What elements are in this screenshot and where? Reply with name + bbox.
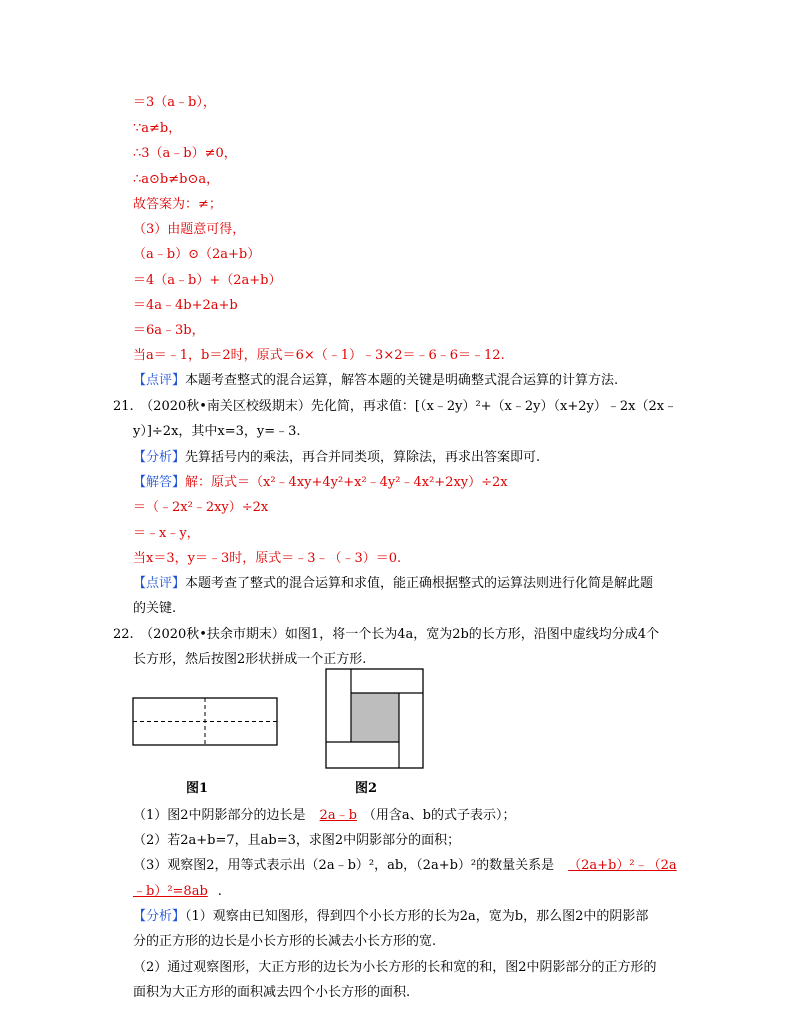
solution-line: 当a＝﹣1，b＝2时，原式＝6×（﹣1）﹣3×2＝﹣6﹣6＝﹣12.	[133, 348, 505, 363]
solution-line: ＝6a﹣3b，	[133, 323, 205, 338]
question-3-end: .	[217, 884, 222, 899]
shaded-square	[351, 693, 399, 742]
answer-tag: 【解答】	[133, 475, 186, 490]
solution-line: ＝4（a﹣b）+（2a+b）	[133, 273, 282, 288]
solution-line: ∴3（a﹣b）≠0，	[133, 146, 237, 161]
comment-line	[133, 575, 653, 593]
question-1	[133, 807, 515, 825]
comment-text: 本题考查整式的混合运算，解答本题的关键是明确整式混合运算的计算方法.	[185, 373, 619, 388]
analysis-line-2: （2）通过观察图形，大正方形的边长为小长方形的长和宽的和，图2中阴影部分的正方形的	[133, 960, 657, 975]
comment-line	[133, 372, 618, 390]
question-1-text: （1）图2中阴影部分的边长是	[133, 808, 306, 823]
comment-line-cont: 的关键.	[133, 601, 177, 616]
problem-21-statement-cont: y）]÷2x，其中x=3，y=﹣3.	[133, 424, 301, 439]
figure-1-rectangle	[132, 697, 278, 747]
analysis-line-cont: 分的正方形的边长是小长方形的长减去小长方形的宽.	[133, 934, 437, 949]
question-2: （2）若2a+b=7，且ab=3，求图2中阴影部分的面积；	[133, 833, 461, 848]
question-3-text: （3）观察图2，用等式表示出（2a﹣b）²，ab，（2a+b）²的数量关系是	[133, 858, 555, 873]
problem-22-statement: 22. （2020秋•扶余市期末）如图1，将一个长为4a，宽为2b的长方形，沿图中虚线均分成4个	[113, 627, 660, 642]
question-3-answer-cont: ﹣b）²=8ab	[133, 884, 208, 899]
question-3-cont	[133, 883, 222, 901]
solution-line: ＝﹣x﹣y，	[133, 526, 200, 541]
figure-2-square	[325, 668, 425, 770]
answer-line	[133, 474, 508, 492]
analysis-text: 先算括号内的乘法，再合并同类项，算除法，再求出答案即可.	[185, 450, 541, 465]
question-1-text-end: （用含a、b的式子表示）；	[362, 808, 516, 823]
solution-line: 当x＝3，y＝﹣3时，原式＝﹣3﹣（﹣3）＝0.	[133, 551, 402, 566]
solution-line: （3）由题意可得，	[133, 222, 246, 237]
analysis-tag: 【分析】	[133, 450, 186, 465]
problem-21-statement: 21. （2020秋•南关区校级期末）先化简，再求值：[（x﹣2y）²+（x﹣2y）（x+2y）﹣2x（2x﹣	[113, 399, 678, 414]
solution-line: ＝3（a﹣b），	[133, 95, 216, 110]
solution-line: （a﹣b）⊙（2a+b）	[133, 247, 261, 262]
analysis-line	[133, 908, 648, 926]
analysis-text: （1）观察由已知图形，得到四个小长方形的长为2a，宽为b，那么图2中的阴影部	[185, 909, 649, 924]
question-3	[133, 857, 677, 875]
solution-line: ＝（﹣2x²﹣2xy）÷2x	[133, 500, 269, 515]
figure-1-caption: 图1	[186, 781, 209, 796]
analysis-line-2-cont: 面积为大正方形的面积减去四个小长方形的面积.	[133, 985, 411, 1000]
comment-tag: 【点评】	[133, 373, 186, 388]
question-1-answer: 2a﹣b	[319, 808, 357, 823]
solution-line: ∴a⊙b≠b⊙a，	[133, 172, 220, 187]
analysis-tag: 【分析】	[133, 909, 186, 924]
comment-text: 本题考查了整式的混合运算和求值，能正确根据整式的运算法则进行化简是解此题	[185, 576, 654, 591]
solution-line: ∵a≠b，	[133, 121, 182, 136]
analysis-line	[133, 449, 540, 467]
question-3-answer: （2a+b）²﹣（2a	[568, 858, 677, 873]
figure-2-caption: 图2	[355, 781, 378, 796]
problem-22-statement-cont: 长方形，然后按图2形状拼成一个正方形.	[133, 652, 367, 667]
comment-tag: 【点评】	[133, 576, 186, 591]
answer-text: 解：原式＝（x²﹣4xy+4y²+x²﹣4y²﹣4x²+2xy）÷2x	[185, 475, 508, 490]
solution-line: ＝4a﹣4b+2a+b	[133, 298, 238, 313]
solution-line: 故答案为：≠；	[133, 197, 222, 212]
